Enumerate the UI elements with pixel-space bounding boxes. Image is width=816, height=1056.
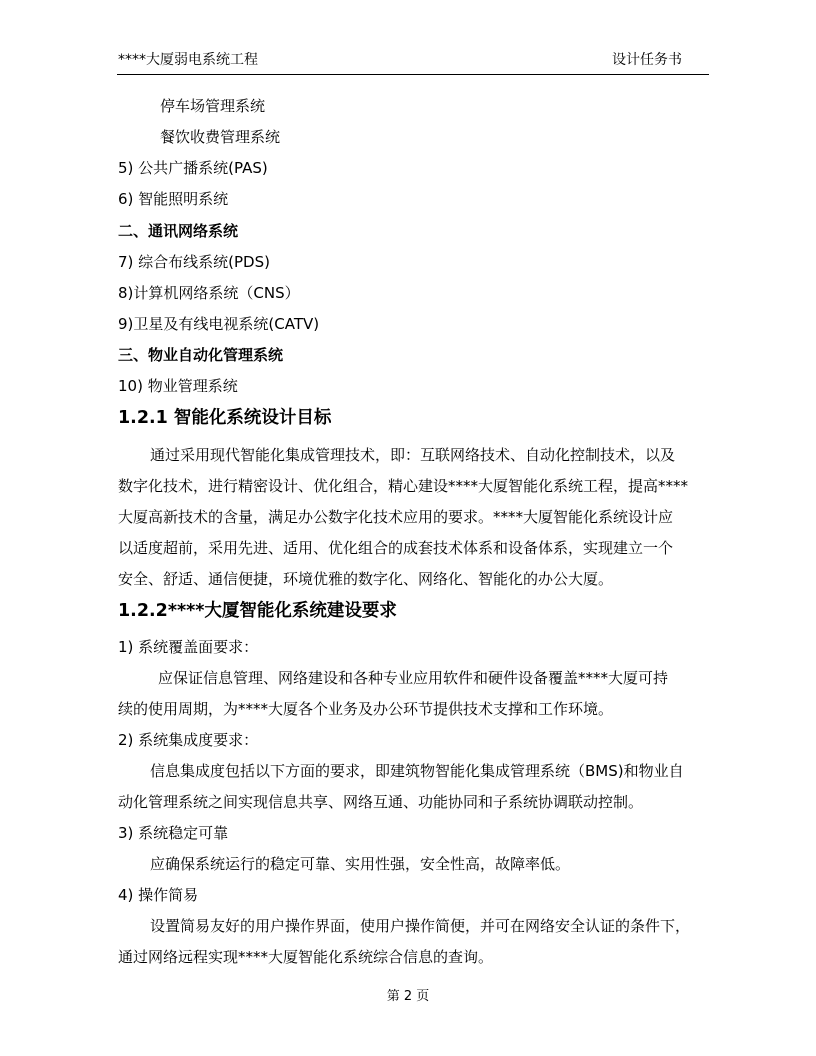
requirement-title: 1) 系统覆盖面要求： [118, 638, 259, 656]
list-item: 停车场管理系统 [160, 97, 266, 115]
section-heading: 二、通讯网络系统 [118, 222, 239, 240]
requirement-title: 4) 操作简易 [118, 886, 199, 904]
requirement-title: 3) 系统稳定可靠 [118, 824, 229, 842]
section-heading: 三、物业自动化管理系统 [118, 346, 284, 364]
paragraph-line: 通过采用现代智能化集成管理技术，即：互联网络技术、自动化控制技术，以及 [150, 446, 676, 464]
list-item: 9)卫星及有线电视系统(CATV) [118, 315, 320, 333]
paragraph-line: 安全、舒适、通信便捷，环境优雅的数字化、网络化、智能化的办公大厦。 [118, 570, 614, 588]
paragraph-line: 以适度超前，采用先进、适用、优化组合的成套技术体系和设备体系，实现建立一个 [118, 539, 674, 557]
list-item: 5) 公共广播系统(PAS) [118, 159, 268, 177]
requirement-title: 2) 系统集成度要求： [118, 731, 259, 749]
paragraph-line: 动化管理系统之间实现信息共享、网络互通、功能协同和子系统协调联动控制。 [118, 793, 644, 811]
header-project-title: ****大厦弱电系统工程 [118, 52, 258, 68]
header-doc-type: 设计任务书 [612, 52, 682, 68]
list-item: 8)计算机网络系统（CNS） [118, 284, 300, 302]
paragraph-line: 应保证信息管理、网络建设和各种专业应用软件和硬件设备覆盖****大厦可持 [158, 669, 669, 687]
subsection-heading: 1.2.2****大厦智能化系统建设要求 [118, 601, 397, 621]
subsection-heading: 1.2.1 智能化系统设计目标 [118, 408, 332, 428]
list-item: 6) 智能照明系统 [118, 190, 229, 208]
paragraph-line: 应确保系统运行的稳定可靠、实用性强，安全性高，故障率低。 [150, 855, 571, 873]
header-divider [117, 74, 709, 75]
paragraph-line: 续的使用周期，为****大厦各个业务及办公环节提供技术支撑和工作环境。 [118, 700, 614, 718]
page-number: 第 2 页 [386, 989, 430, 1004]
paragraph-line: 信息集成度包括以下方面的要求，即建筑物智能化集成管理系统（BMS)和物业自 [150, 762, 684, 780]
paragraph-line: 大厦高新技术的含量，满足办公数字化技术应用的要求。****大厦智能化系统设计应 [118, 508, 674, 526]
list-item: 10) 物业管理系统 [118, 377, 238, 395]
paragraph-line: 数字化技术，进行精密设计、优化组合，精心建设****大厦智能化系统工程，提高**** [118, 477, 689, 495]
paragraph-line: 通过网络远程实现****大厦智能化系统综合信息的查询。 [118, 948, 494, 966]
list-item: 餐饮收费管理系统 [160, 128, 281, 146]
paragraph-line: 设置简易友好的用户操作界面，使用户操作简便，并可在网络安全认证的条件下， [150, 917, 691, 935]
list-item: 7) 综合布线系统(PDS) [118, 253, 270, 271]
